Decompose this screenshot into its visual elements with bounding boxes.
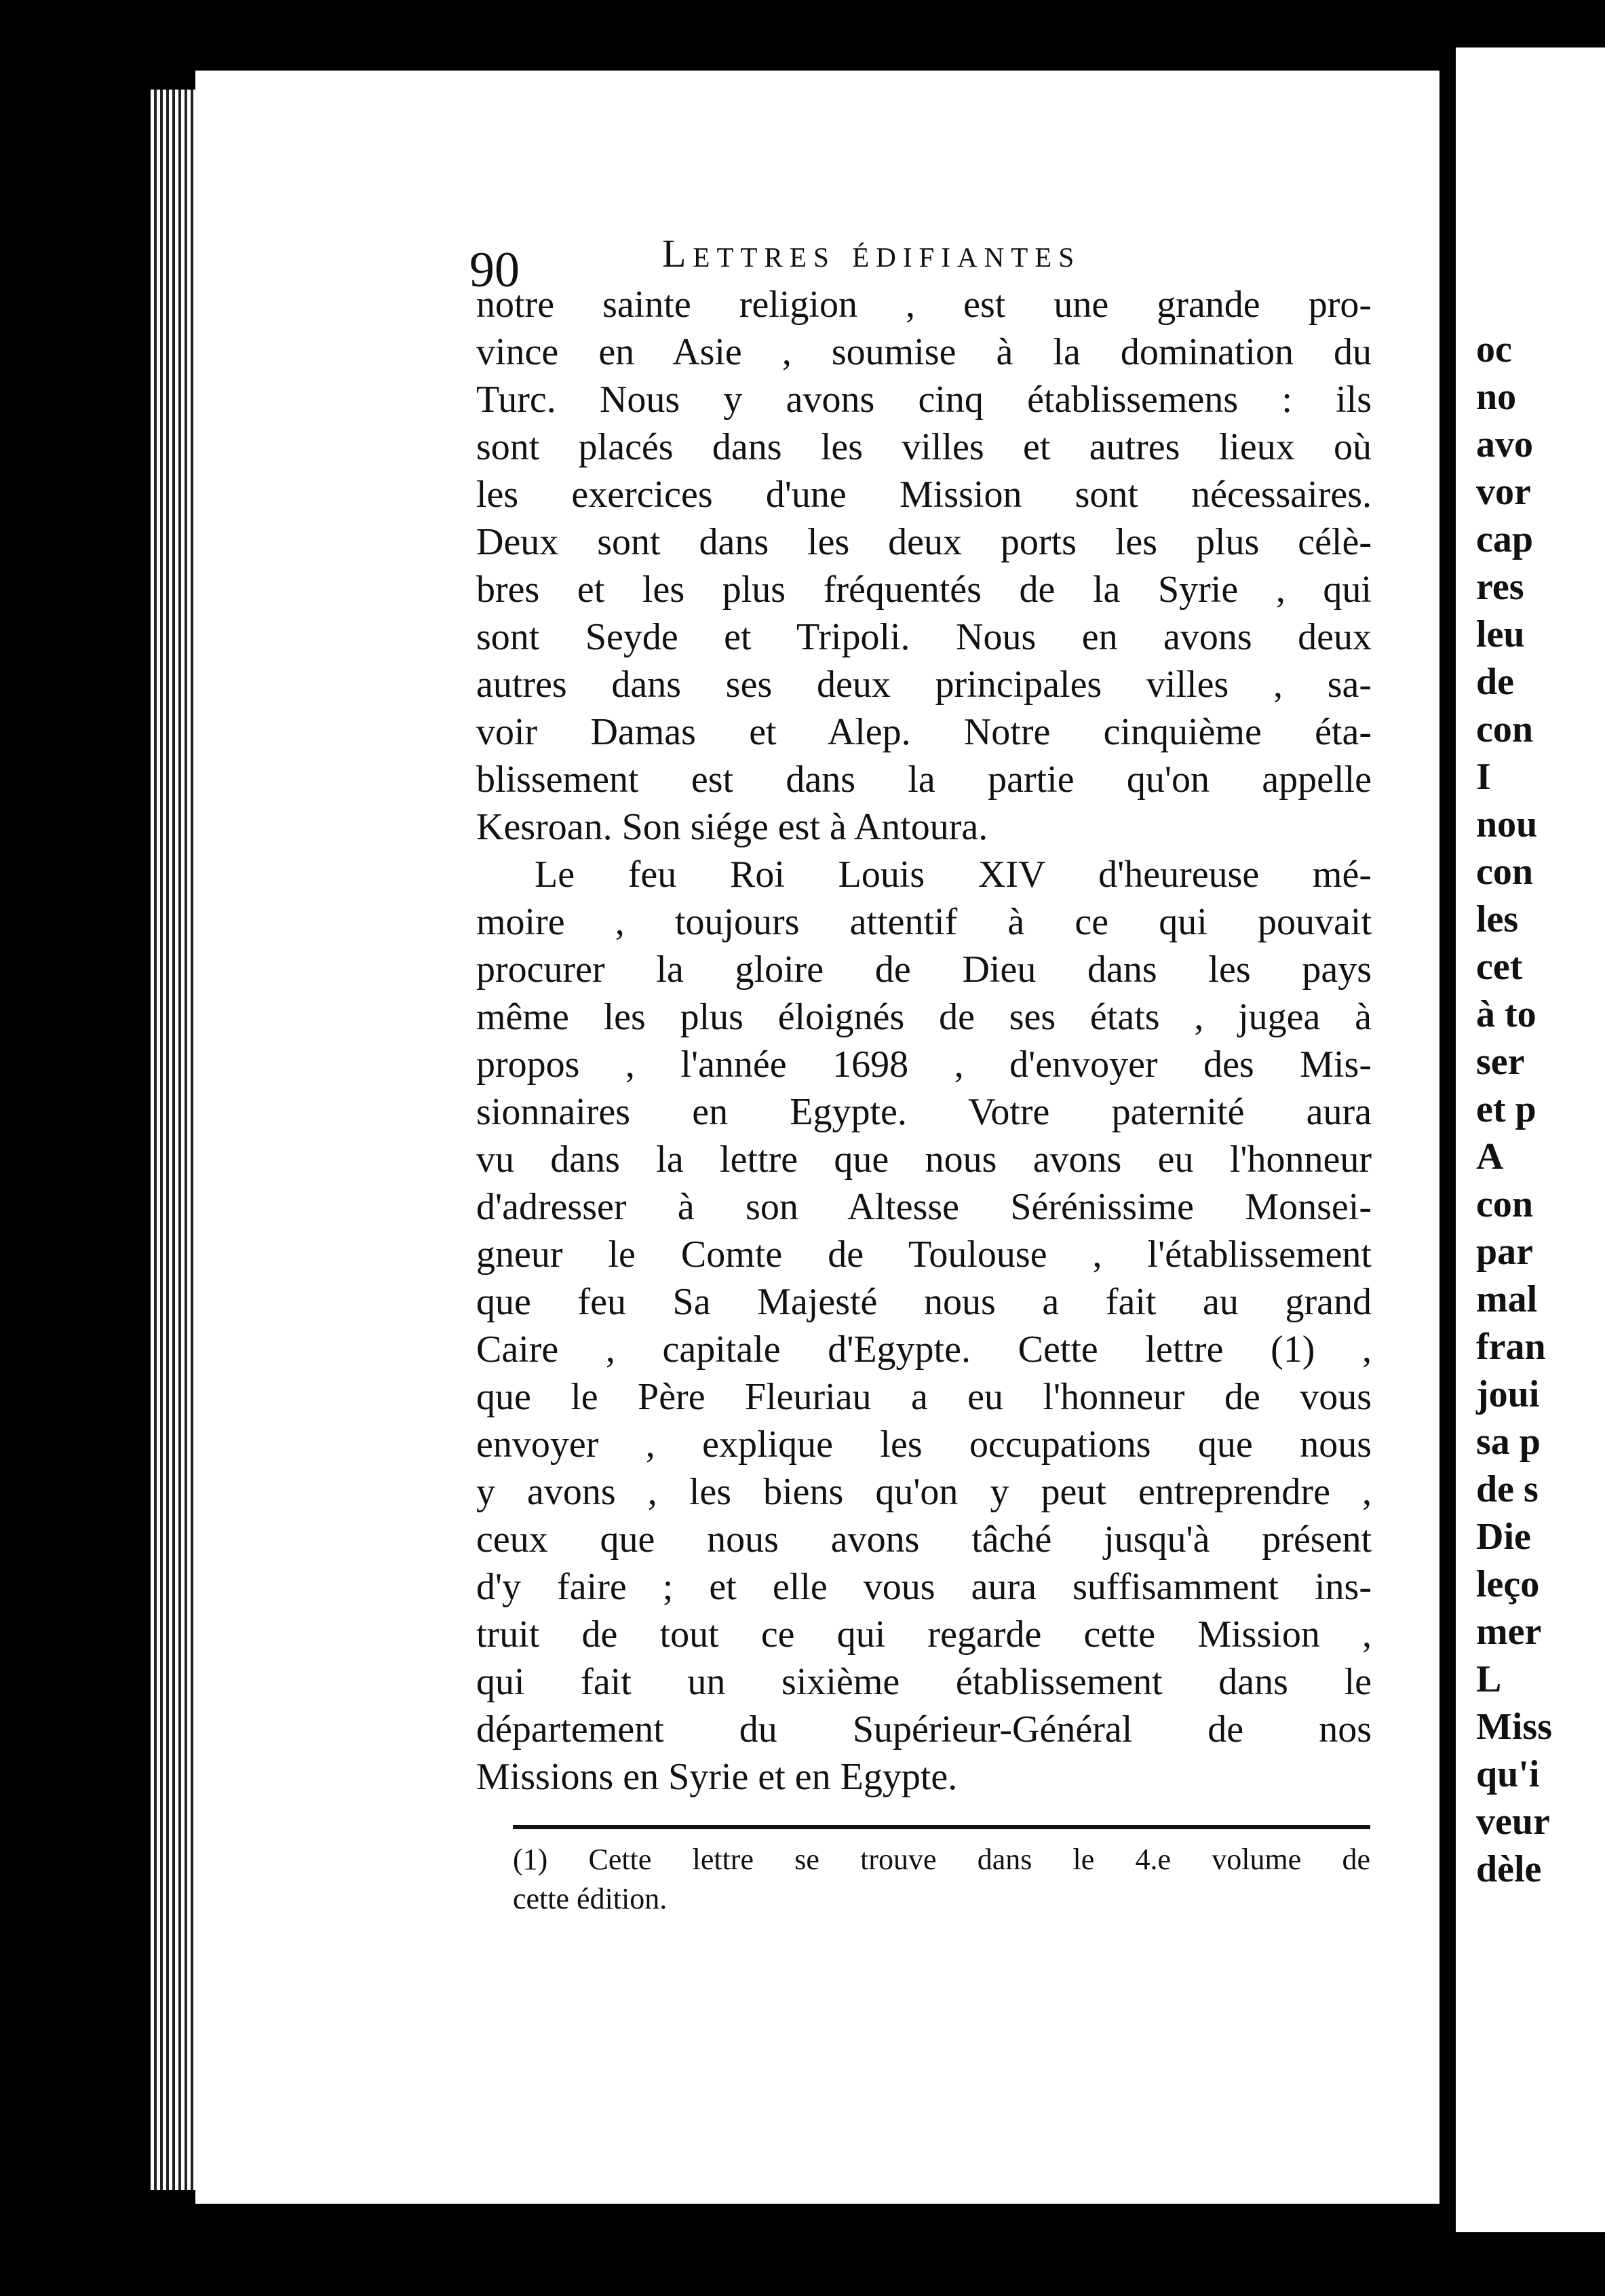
- facing-page-line: avo: [1476, 423, 1533, 465]
- text-line: procurer la gloire de Dieu dans les pays: [476, 949, 1372, 991]
- facing-page-line: de: [1476, 661, 1514, 703]
- facing-page-line: con: [1476, 851, 1533, 893]
- facing-page: [1456, 47, 1605, 2232]
- footnote: [513, 1840, 1370, 1919]
- facing-page-line: cap: [1476, 518, 1533, 560]
- text-line: qui fait un sixième établissement dans le: [476, 1661, 1372, 1703]
- text-line: propos , l'année 1698 , d'envoyer des Mis-: [476, 1044, 1372, 1086]
- facing-page-line: sa p: [1476, 1421, 1541, 1463]
- text-line: notre sainte religion , est une grande pro-: [476, 284, 1372, 326]
- text-line: Le feu Roi Louis XIV d'heureuse mé-: [535, 854, 1372, 896]
- footnote-rule: [513, 1825, 1370, 1829]
- footnote-line: cette édition.: [513, 1882, 668, 1915]
- text-line: vu dans la lettre que nous avons eu l'honneur: [476, 1139, 1372, 1181]
- text-line: Missions en Syrie et en Egypte.: [476, 1756, 958, 1798]
- facing-page-text: [1476, 326, 1605, 1893]
- facing-page-line: dèle: [1476, 1848, 1542, 1890]
- facing-page-line: oc: [1476, 328, 1512, 370]
- text-line: même les plus éloignés de ses états , jugea à: [476, 996, 1372, 1038]
- text-line: les exercices d'une Mission sont nécessaires.: [476, 474, 1372, 516]
- text-line: d'adresser à son Altesse Sérénissime Monsei-: [476, 1186, 1372, 1228]
- facing-page-line: Die: [1476, 1516, 1531, 1558]
- page-number: 90: [469, 242, 520, 298]
- text-line: d'y faire ; et elle vous aura suffisamment ins-: [476, 1566, 1372, 1608]
- text-line: moire , toujours attentif à ce qui pouvait: [476, 901, 1372, 943]
- facing-page-line: de s: [1476, 1468, 1539, 1510]
- facing-page-line: les: [1476, 898, 1519, 940]
- text-line: que le Père Fleuriau a eu l'honneur de vous: [476, 1376, 1372, 1418]
- text-line: gneur le Comte de Toulouse , l'établissement: [476, 1233, 1372, 1276]
- facing-page-line: veur: [1476, 1801, 1550, 1843]
- text-line: vince en Asie , soumise à la domination du: [476, 331, 1372, 373]
- facing-page-line: leço: [1476, 1563, 1540, 1605]
- text-line: voir Damas et Alep. Notre cinquième éta-: [476, 711, 1372, 753]
- facing-page-line: cet: [1476, 946, 1523, 988]
- running-title: Lettres édifiantes: [662, 231, 1081, 275]
- text-line: sont placés dans les villes et autres lieux où: [476, 426, 1372, 468]
- text-line: truit de tout ce qui regarde cette Mission ,: [476, 1613, 1372, 1656]
- facing-page-line: joui: [1476, 1373, 1540, 1415]
- facing-page-line: Miss: [1476, 1706, 1552, 1748]
- facing-page-line: mer: [1476, 1611, 1542, 1653]
- text-line: ceux que nous avons tâché jusqu'à présent: [476, 1518, 1372, 1561]
- text-line: sont Seyde et Tripoli. Nous en avons deux: [476, 616, 1372, 658]
- facing-page-line: ser: [1476, 1041, 1525, 1083]
- facing-page-line: à to: [1476, 993, 1536, 1035]
- facing-page-line: A: [1476, 1136, 1504, 1178]
- text-line: blissement est dans la partie qu'on appelle: [476, 759, 1372, 801]
- text-line: Kesroan. Son siége est à Antoura.: [476, 806, 988, 848]
- facing-page-line: par: [1476, 1231, 1533, 1273]
- facing-page-line: con: [1476, 1183, 1533, 1225]
- facing-page-line: vor: [1476, 471, 1531, 513]
- facing-page-line: leu: [1476, 613, 1525, 655]
- text-line: y avons , les biens qu'on y peut entreprendre ,: [476, 1471, 1372, 1513]
- facing-page-line: I: [1476, 756, 1491, 798]
- text-line: sionnaires en Egypte. Votre paternité aura: [476, 1091, 1372, 1133]
- facing-page-line: mal: [1476, 1278, 1538, 1320]
- book-gutter: [1439, 54, 1452, 2232]
- body-text: [476, 281, 1372, 1801]
- facing-page-line: nou: [1476, 803, 1538, 845]
- page-stack-edge: [151, 90, 198, 2190]
- text-line: que feu Sa Majesté nous a fait au grand: [476, 1281, 1372, 1323]
- facing-page-line: qu'i: [1476, 1753, 1540, 1795]
- facing-page-line: res: [1476, 566, 1524, 608]
- facing-page-line: L: [1476, 1658, 1502, 1700]
- text-line: Caire , capitale d'Egypte. Cette lettre (1) ,: [476, 1328, 1372, 1371]
- text-line: autres dans ses deux principales villes , sa-: [476, 664, 1372, 706]
- footnote-line: (1) Cette lettre se trouve dans le 4.e volume de: [513, 1843, 1370, 1876]
- facing-page-line: no: [1476, 376, 1517, 418]
- facing-page-line: fran: [1476, 1326, 1546, 1368]
- text-line: envoyer , explique les occupations que nous: [476, 1423, 1372, 1466]
- text-line: département du Supérieur-Général de nos: [476, 1708, 1372, 1750]
- facing-page-line: et p: [1476, 1088, 1536, 1130]
- text-line: Deux sont dans les deux ports les plus célè-: [476, 521, 1372, 563]
- text-line: Turc. Nous y avons cinq établissemens : ils: [476, 379, 1372, 421]
- facing-page-line: con: [1476, 708, 1533, 750]
- text-line: bres et les plus fréquentés de la Syrie , qui: [476, 569, 1372, 611]
